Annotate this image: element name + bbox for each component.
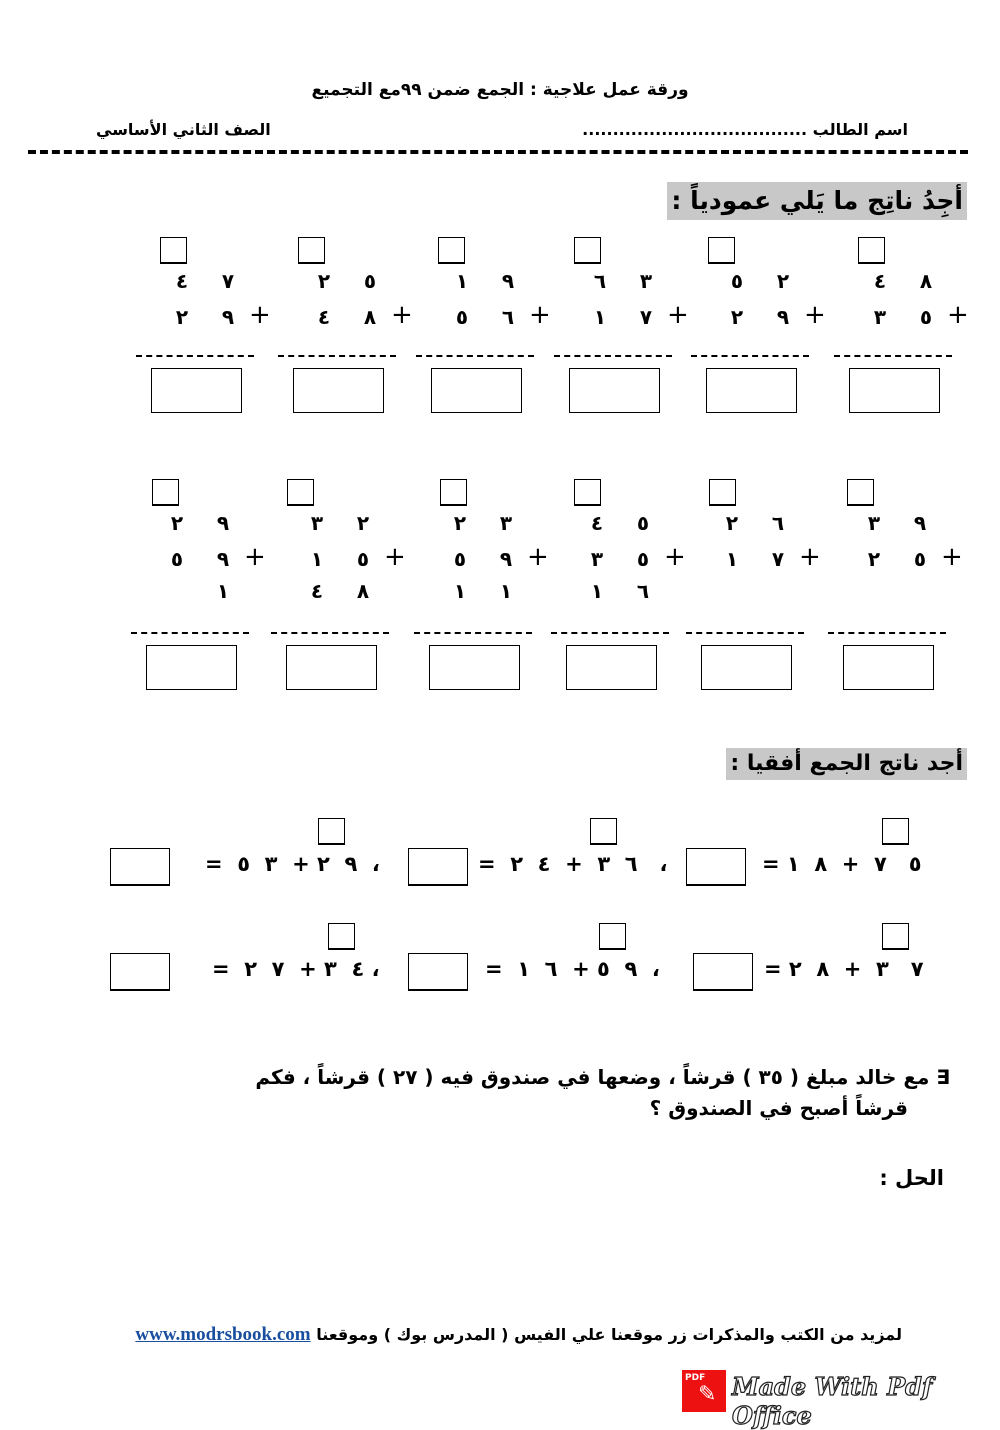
top-digit: ٥ bbox=[730, 269, 744, 293]
bottom-digit: ٥ bbox=[455, 305, 469, 329]
carry-box[interactable] bbox=[882, 923, 909, 950]
solution-label: الحل : bbox=[879, 1166, 944, 1190]
vertical-problem bbox=[705, 237, 835, 437]
equation: = ٢ ٨ + ٣ ٧ bbox=[764, 957, 924, 981]
bottom-digit: ٤ bbox=[317, 305, 331, 329]
bottom-digit: ٣ bbox=[873, 305, 887, 329]
plus-sign: + bbox=[244, 542, 266, 572]
answer-line bbox=[551, 632, 669, 634]
answer-line bbox=[686, 632, 804, 634]
carry-digit: ٦ bbox=[636, 579, 650, 603]
bottom-digit: ٢ bbox=[175, 305, 189, 329]
carry-box[interactable] bbox=[152, 479, 179, 506]
vertical-section-heading: أجِدُ ناتِج ما يَلي عمودياً : bbox=[667, 182, 967, 220]
bottom-digit: ٩ bbox=[499, 547, 513, 571]
equation: = ١ ٦ + ٥ ٩ ، bbox=[485, 957, 660, 981]
equation: = ٢ ٧ + ٣ ٤ ، bbox=[212, 957, 380, 981]
equation: = ٢ ٤ + ٣ ٦ ، bbox=[478, 852, 668, 876]
plus-sign: + bbox=[384, 542, 406, 572]
answer-line bbox=[828, 632, 946, 634]
carry-box[interactable] bbox=[847, 479, 874, 506]
answer-box[interactable] bbox=[110, 953, 170, 991]
badge-text: PDF bbox=[685, 1373, 706, 1383]
answer-box[interactable] bbox=[693, 953, 753, 991]
plus-sign: + bbox=[799, 542, 821, 572]
answer-box[interactable] bbox=[569, 368, 660, 413]
word-problem bbox=[190, 1062, 950, 1124]
word-problem-line-2: قرشاً أصبح في الصندوق ؟ bbox=[649, 1096, 908, 1120]
vertical-problem bbox=[145, 479, 275, 679]
top-digit: ٢ bbox=[725, 511, 739, 535]
answer-box[interactable] bbox=[843, 645, 934, 690]
vertical-problem bbox=[700, 479, 830, 679]
vertical-problem bbox=[565, 479, 695, 679]
top-digit: ٦ bbox=[593, 269, 607, 293]
answer-box[interactable] bbox=[566, 645, 657, 690]
plus-sign: + bbox=[664, 542, 686, 572]
bottom-digit: ٥ bbox=[356, 547, 370, 571]
answer-box[interactable] bbox=[293, 368, 384, 413]
grade-label: الصف الثاني الأساسي bbox=[96, 120, 271, 139]
plus-sign: + bbox=[249, 300, 271, 330]
top-digit: ٥ bbox=[636, 511, 650, 535]
answer-box[interactable] bbox=[706, 368, 797, 413]
top-digit: ٤ bbox=[873, 269, 887, 293]
bottom-digit: ٥ bbox=[453, 547, 467, 571]
bottom-digit: ١ bbox=[725, 547, 739, 571]
vertical-problem bbox=[430, 237, 560, 437]
top-digit: ٣ bbox=[499, 511, 513, 535]
carry-box[interactable] bbox=[160, 237, 187, 264]
answer-line bbox=[271, 632, 389, 634]
top-digit: ٤ bbox=[590, 511, 604, 535]
carry-digit: ١ bbox=[216, 579, 230, 603]
bottom-digit: ٨ bbox=[363, 305, 377, 329]
plus-sign: + bbox=[804, 300, 826, 330]
carry-box[interactable] bbox=[599, 923, 626, 950]
bottom-digit: ٧ bbox=[639, 305, 653, 329]
vertical-problem bbox=[285, 479, 415, 679]
answer-line bbox=[834, 355, 952, 357]
top-digit: ٢ bbox=[317, 269, 331, 293]
top-digit: ٢ bbox=[453, 511, 467, 535]
bottom-digit: ١ bbox=[310, 547, 324, 571]
carry-digit: ١ bbox=[453, 579, 467, 603]
carry-box[interactable] bbox=[298, 237, 325, 264]
top-digit: ٣ bbox=[867, 511, 881, 535]
carry-digit: ١ bbox=[499, 579, 513, 603]
horizontal-section-heading: أجد ناتج الجمع أفقيا : bbox=[726, 748, 967, 780]
top-digit: ٤ bbox=[175, 269, 189, 293]
brand-watermark: Made With Pdf Office bbox=[732, 1372, 933, 1430]
top-digit: ٨ bbox=[919, 269, 933, 293]
top-digit: ٢ bbox=[776, 269, 790, 293]
carry-box[interactable] bbox=[574, 479, 601, 506]
plus-sign: + bbox=[667, 300, 689, 330]
dashed-divider bbox=[28, 150, 968, 154]
worksheet-title: ورقة عمل علاجية : الجمع ضمن ٩٩مع التجميع bbox=[311, 80, 689, 100]
footer-note bbox=[135, 1324, 902, 1346]
top-digit: ٣ bbox=[639, 269, 653, 293]
bottom-digit: ٩ bbox=[776, 305, 790, 329]
answer-box[interactable] bbox=[431, 368, 522, 413]
vertical-problem bbox=[150, 237, 280, 437]
top-digit: ٣ bbox=[310, 511, 324, 535]
carry-box[interactable] bbox=[709, 479, 736, 506]
answer-box[interactable] bbox=[849, 368, 940, 413]
answer-line bbox=[691, 355, 809, 357]
equation: = ١ ٨ + ٧ ٥ bbox=[762, 852, 922, 876]
word-problem-line-1: ∃ مع خالد مبلغ ( ٣٥ ) قرشاً ، وضعها في صندوق فيه ( ٢٧ ) قرشاً ، فكم bbox=[255, 1065, 950, 1089]
plus-sign: + bbox=[941, 542, 963, 572]
student-name-field: اسم الطالب ..................................... bbox=[582, 120, 908, 139]
answer-box[interactable] bbox=[686, 848, 746, 886]
carry-digit: ٤ bbox=[310, 579, 324, 603]
bottom-digit: ٩ bbox=[216, 547, 230, 571]
carry-box[interactable] bbox=[328, 923, 355, 950]
answer-box[interactable] bbox=[408, 953, 468, 991]
top-digit: ٢ bbox=[170, 511, 184, 535]
top-digit: ٦ bbox=[771, 511, 785, 535]
carry-box[interactable] bbox=[287, 479, 314, 506]
carry-box[interactable] bbox=[318, 818, 345, 845]
top-digit: ٩ bbox=[501, 269, 515, 293]
pdf-office-logo-icon: PDF ✎ bbox=[682, 1370, 726, 1412]
answer-box[interactable] bbox=[286, 645, 377, 690]
answer-box[interactable] bbox=[701, 645, 792, 690]
top-digit: ٢ bbox=[356, 511, 370, 535]
footer-text: لمزيد من الكتب والمذكرات زر موقعنا علي الفيس ( المدرس بوك ) وموقعنا bbox=[316, 1325, 902, 1344]
carry-box[interactable] bbox=[574, 237, 601, 264]
vertical-problem bbox=[848, 237, 978, 437]
carry-digit: ٨ bbox=[356, 579, 370, 603]
carry-box[interactable] bbox=[708, 237, 735, 264]
carry-box[interactable] bbox=[440, 479, 467, 506]
answer-line bbox=[414, 632, 532, 634]
answer-line bbox=[278, 355, 396, 357]
carry-box[interactable] bbox=[882, 818, 909, 845]
plus-sign: + bbox=[529, 300, 551, 330]
bottom-digit: ٥ bbox=[913, 547, 927, 571]
answer-box[interactable] bbox=[408, 848, 468, 886]
plus-sign: + bbox=[391, 300, 413, 330]
bottom-digit: ٣ bbox=[590, 547, 604, 571]
carry-box[interactable] bbox=[438, 237, 465, 264]
answer-line bbox=[136, 355, 254, 357]
bottom-digit: ٥ bbox=[170, 547, 184, 571]
answer-box[interactable] bbox=[151, 368, 242, 413]
bottom-digit: ٩ bbox=[221, 305, 235, 329]
bottom-digit: ٢ bbox=[867, 547, 881, 571]
answer-line bbox=[416, 355, 534, 357]
bottom-digit: ٧ bbox=[771, 547, 785, 571]
vertical-problem bbox=[568, 237, 698, 437]
top-digit: ٥ bbox=[363, 269, 377, 293]
vertical-problem bbox=[842, 479, 972, 679]
bottom-digit: ٦ bbox=[501, 305, 515, 329]
top-digit: ٩ bbox=[913, 511, 927, 535]
answer-box[interactable] bbox=[110, 848, 170, 886]
bottom-digit: ٥ bbox=[636, 547, 650, 571]
top-digit: ٧ bbox=[221, 269, 235, 293]
answer-box[interactable] bbox=[429, 645, 520, 690]
bottom-digit: ١ bbox=[593, 305, 607, 329]
answer-line bbox=[131, 632, 249, 634]
carry-box[interactable] bbox=[858, 237, 885, 264]
plus-sign: + bbox=[947, 300, 969, 330]
website-link[interactable]: www.modrsbook.com bbox=[135, 1324, 311, 1345]
bottom-digit: ٥ bbox=[919, 305, 933, 329]
plus-sign: + bbox=[527, 542, 549, 572]
vertical-problem bbox=[292, 237, 422, 437]
carry-digit: ١ bbox=[590, 579, 604, 603]
carry-box[interactable] bbox=[590, 818, 617, 845]
top-digit: ٩ bbox=[216, 511, 230, 535]
answer-box[interactable] bbox=[146, 645, 237, 690]
vertical-problem bbox=[428, 479, 558, 679]
bottom-digit: ٢ bbox=[730, 305, 744, 329]
answer-line bbox=[554, 355, 672, 357]
top-digit: ١ bbox=[455, 269, 469, 293]
equation: = ٥ ٣ + ٢ ٩ ، bbox=[205, 852, 380, 876]
